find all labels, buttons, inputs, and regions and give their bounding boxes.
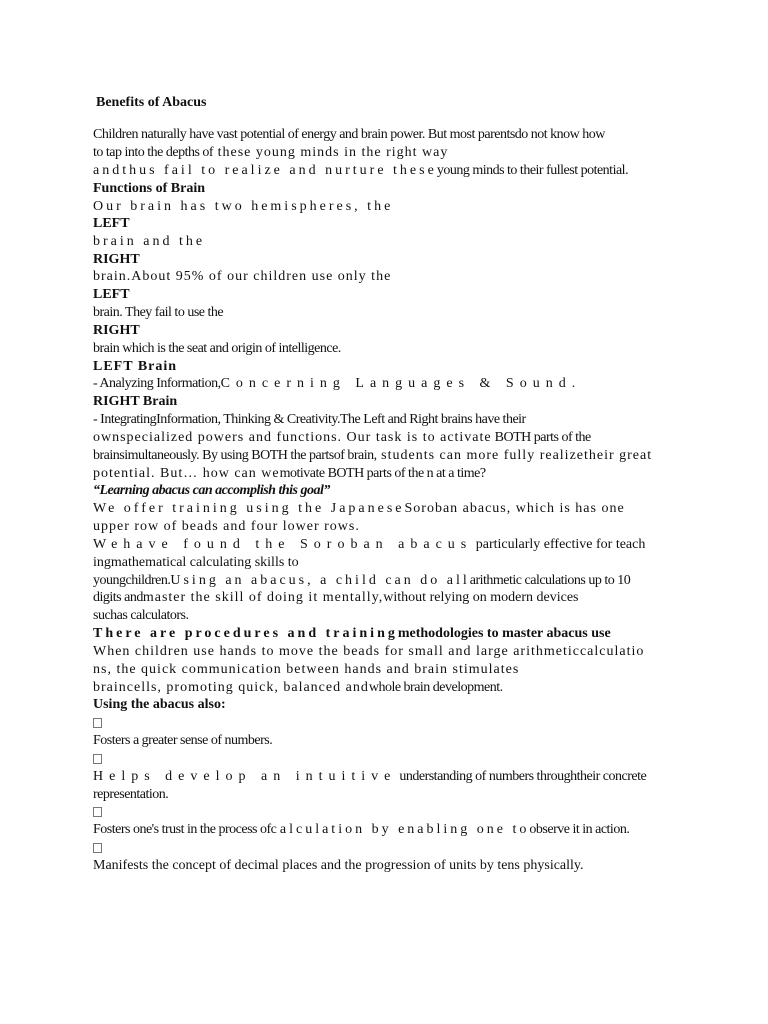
functions-line-4: brain. They fail to use the bbox=[93, 305, 224, 320]
functions-line-5: brain which is the seat and origin of intelligence. bbox=[93, 341, 341, 356]
bullet-2 bbox=[93, 750, 102, 768]
using-item-4: Manifests the concept of decimal places and the progression of units by tens physically. bbox=[93, 858, 584, 873]
procedures-line-3a: braincells, promoting quick, balanced and bbox=[93, 680, 369, 695]
functions-right-2: RIGHT bbox=[93, 323, 140, 338]
using-item-3a: Fosters one's trust in the process of bbox=[93, 822, 271, 837]
using-item-3 bbox=[93, 821, 629, 839]
training-line-5c: arithmetic calculations up to 10 bbox=[469, 573, 631, 588]
right-brain-line-4b: motivate BOTH parts of the n at a time? bbox=[279, 466, 486, 481]
training-line-2: upper row of beads and four lower rows. bbox=[93, 519, 360, 534]
training-line-5 bbox=[93, 572, 630, 590]
right-brain-line-4 bbox=[93, 465, 486, 483]
intro-line-2 bbox=[93, 144, 448, 162]
functions-line-3: brain.About 95% of our children use only the bbox=[93, 269, 392, 284]
right-brain-line-3 bbox=[93, 447, 652, 465]
using-item-2b: understanding of numbers throughtheir concrete bbox=[396, 769, 647, 784]
bullet-3 bbox=[93, 803, 102, 821]
procedures-heading bbox=[93, 625, 611, 643]
training-line-6b: master the skill of doing it mentally, bbox=[142, 590, 384, 605]
intro-line-1 bbox=[93, 126, 605, 144]
intro-line-3b: young minds to their fullest potential. bbox=[436, 163, 629, 178]
document-title: Benefits of Abacus bbox=[96, 95, 207, 110]
using-heading: Using the abacus also: bbox=[93, 697, 226, 712]
training-line-6a: digits and bbox=[93, 590, 143, 605]
functions-line-2: brain and the bbox=[93, 234, 206, 249]
functions-heading: Functions of Brain bbox=[93, 181, 206, 196]
using-item-1: Fosters a greater sense of numbers. bbox=[93, 733, 273, 748]
intro-line-2a: to tap into the depths of bbox=[93, 145, 214, 160]
using-item-2c: representation. bbox=[93, 787, 169, 802]
left-brain-heading: LEFT Brain bbox=[93, 359, 178, 374]
quote-line: “Learning abacus can accomplish this goal” bbox=[93, 483, 330, 498]
using-item-2 bbox=[93, 768, 646, 786]
right-brain-line-3b: students can more fully realizetheir great bbox=[376, 448, 653, 463]
right-brain-line-2b: BOTH parts of the bbox=[491, 430, 591, 445]
left-brain-line-b: Concerning Languages & Sound. bbox=[220, 376, 582, 391]
training-line-5a: youngchildren. bbox=[93, 573, 171, 588]
left-brain-line-a: - Analyzing Information, bbox=[93, 376, 221, 391]
procedures-line-3b: whole brain development. bbox=[368, 680, 503, 695]
intro-line-3a: andthus fail to realize and nurture these bbox=[93, 163, 437, 178]
intro-line-1-text: Children naturally have vast potential of energy and brain power. But most parentsdo not know how bbox=[93, 127, 605, 142]
bullet-box-icon bbox=[93, 754, 102, 764]
using-item-2a: Helps develop an intuitive bbox=[93, 769, 397, 784]
right-brain-line-3a: brainsimultaneously. By using BOTH the partsof brain, bbox=[93, 448, 377, 463]
training-line-3 bbox=[93, 536, 645, 554]
procedures-heading-b: methodologies to master abacus use bbox=[397, 626, 611, 641]
right-brain-heading: RIGHT Brain bbox=[93, 394, 178, 409]
using-item-3b: calculation by enabling one to bbox=[270, 822, 530, 837]
bullet-4 bbox=[93, 839, 102, 857]
training-line-7: suchas calculators. bbox=[93, 608, 189, 623]
procedures-heading-a: There are procedures and training bbox=[93, 626, 398, 641]
right-brain-line-4a: potential. But… how can we bbox=[93, 466, 280, 481]
training-line-1a: We offer training using the Japanese bbox=[93, 501, 405, 516]
training-line-6c: without relying on modern devices bbox=[383, 590, 579, 605]
training-line-1 bbox=[93, 500, 625, 518]
training-line-4: ingmathematical calculating skills to bbox=[93, 555, 299, 570]
right-brain-line-1: - IntegratingInformation, Thinking & Creativity.The Left and Right brains have their bbox=[93, 412, 526, 427]
training-line-3a: Wehave found the Soroban abacus bbox=[93, 537, 473, 552]
functions-left-2: LEFT bbox=[93, 287, 130, 302]
procedures-line-3 bbox=[93, 679, 503, 697]
procedures-line-2: ns, the quick communication between hands and brain stimulates bbox=[93, 662, 520, 677]
left-brain-line bbox=[93, 375, 581, 393]
procedures-line-1: When children use hands to move the beads for small and large arithmeticcalculatio bbox=[93, 644, 645, 659]
bullet-box-icon bbox=[93, 843, 102, 853]
functions-right-1: RIGHT bbox=[93, 252, 140, 267]
right-brain-line-2 bbox=[93, 429, 591, 447]
training-line-1b: Soroban abacus, which is has one bbox=[404, 501, 625, 516]
bullet-box-icon bbox=[93, 718, 102, 728]
bullet-1 bbox=[93, 714, 102, 732]
functions-left-1: LEFT bbox=[93, 216, 130, 231]
training-line-5b: Using an abacus, a child can do all bbox=[170, 573, 470, 588]
using-item-3c: observe it in action. bbox=[529, 822, 630, 837]
intro-line-2b: these young minds in the right way bbox=[213, 145, 449, 160]
intro-line-3 bbox=[93, 162, 628, 180]
functions-line-1: Our brain has two hemispheres, the bbox=[93, 199, 394, 214]
training-line-3b: particularly effective for teach bbox=[472, 537, 646, 552]
training-line-6 bbox=[93, 589, 578, 607]
bullet-box-icon bbox=[93, 807, 102, 817]
right-brain-line-2a: ownspecialized powers and functions. Our task is to activate bbox=[93, 430, 492, 445]
